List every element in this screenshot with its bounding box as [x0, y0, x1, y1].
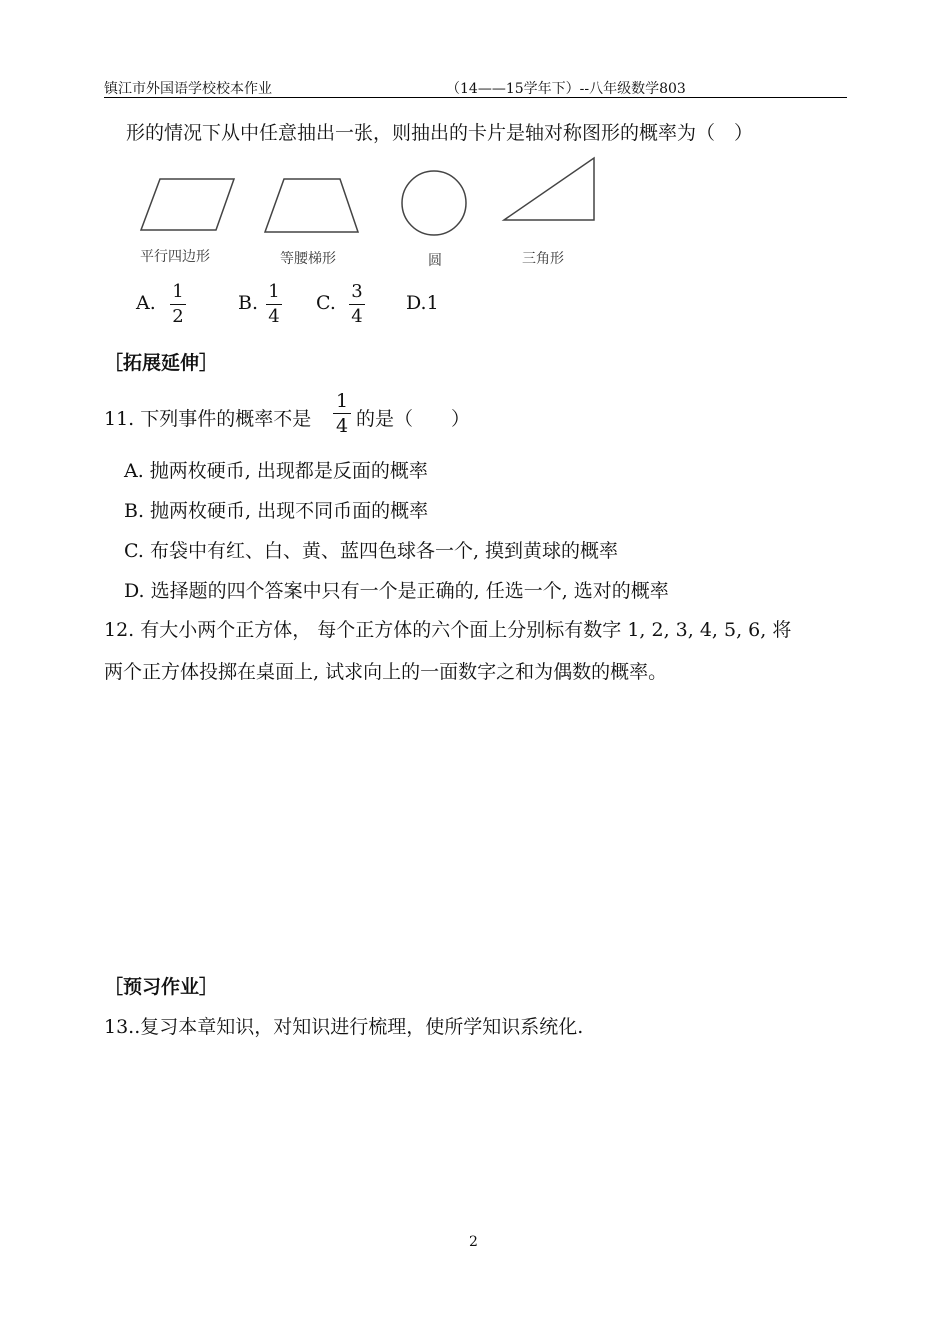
fraction-numerator: 1 — [268, 281, 280, 302]
shape-label-trapezoid: 等腰梯形 — [280, 251, 336, 267]
fraction-denominator: 4 — [268, 306, 280, 327]
fraction-bar — [333, 413, 351, 414]
shape-label-parallelogram: 平行四边形 — [140, 249, 210, 265]
q11-stem-prefix: 11. 下列事件的概率不是 — [104, 408, 312, 430]
triangle-icon — [500, 156, 600, 224]
fraction-numerator: 3 — [351, 281, 363, 302]
q11-stem-suffix: 的是（ ） — [356, 408, 471, 430]
q12-line-2: 两个正方体投掷在桌面上, 试求向上的一面数字之和为偶数的概率。 — [104, 661, 668, 683]
q11-option-c: C. 布袋中有红、白、黄、蓝四色球各一个, 摸到黄球的概率 — [124, 540, 619, 562]
q11-option-a: A. 抛两枚硬币, 出现都是反面的概率 — [124, 460, 428, 482]
trapezoid-icon — [262, 176, 362, 236]
fraction-denominator: 2 — [172, 306, 184, 327]
q11-option-d: D. 选择题的四个答案中只有一个是正确的, 任选一个, 选对的概率 — [124, 580, 669, 602]
fraction-numerator: 1 — [172, 281, 184, 302]
fraction-bar — [266, 304, 282, 305]
q12-line-1: 12. 有大小两个正方体， 每个正方体的六个面上分别标有数字 1, 2, 3, 4, 5, 6, 将 — [104, 619, 792, 641]
q10-option-a-letter: A. — [136, 292, 156, 314]
q10-option-b-fraction — [266, 281, 282, 328]
fraction-numerator: 1 — [335, 390, 349, 412]
q10-option-d: D.1 — [406, 292, 439, 314]
section-preview-title: ［预习作业］ — [104, 976, 219, 998]
q10-option-c-letter: C. — [316, 292, 336, 314]
q13-text: 13..复习本章知识，对知识进行梳理，使所学知识系统化. — [104, 1016, 584, 1038]
q10-option-a-fraction — [170, 281, 186, 328]
circle-icon — [398, 167, 470, 239]
header-course: （14——15学年下）--八年级数学803 — [446, 81, 686, 97]
fraction-bar — [170, 304, 186, 305]
q10-stem-continuation: 形的情况下从中任意抽出一张，则抽出的卡片是轴对称图形的概率为（ ） — [126, 122, 754, 144]
page-number: 2 — [469, 1234, 478, 1250]
shape-label-triangle: 三角形 — [522, 251, 564, 267]
fraction-denominator: 4 — [335, 415, 349, 437]
header-rule — [104, 97, 847, 98]
fraction-denominator: 4 — [351, 306, 363, 327]
header-school: 镇江市外国语学校校本作业 — [104, 81, 272, 97]
fraction-bar — [349, 304, 365, 305]
q10-option-c-fraction — [349, 281, 365, 328]
q11-fraction — [333, 390, 351, 437]
q10-option-b-letter: B. — [238, 292, 259, 314]
section-extend-title: ［拓展延伸］ — [104, 352, 219, 374]
q11-option-b: B. 抛两枚硬币, 出现不同币面的概率 — [124, 500, 429, 522]
parallelogram-icon — [138, 176, 238, 234]
shape-label-circle: 圆 — [428, 253, 442, 269]
